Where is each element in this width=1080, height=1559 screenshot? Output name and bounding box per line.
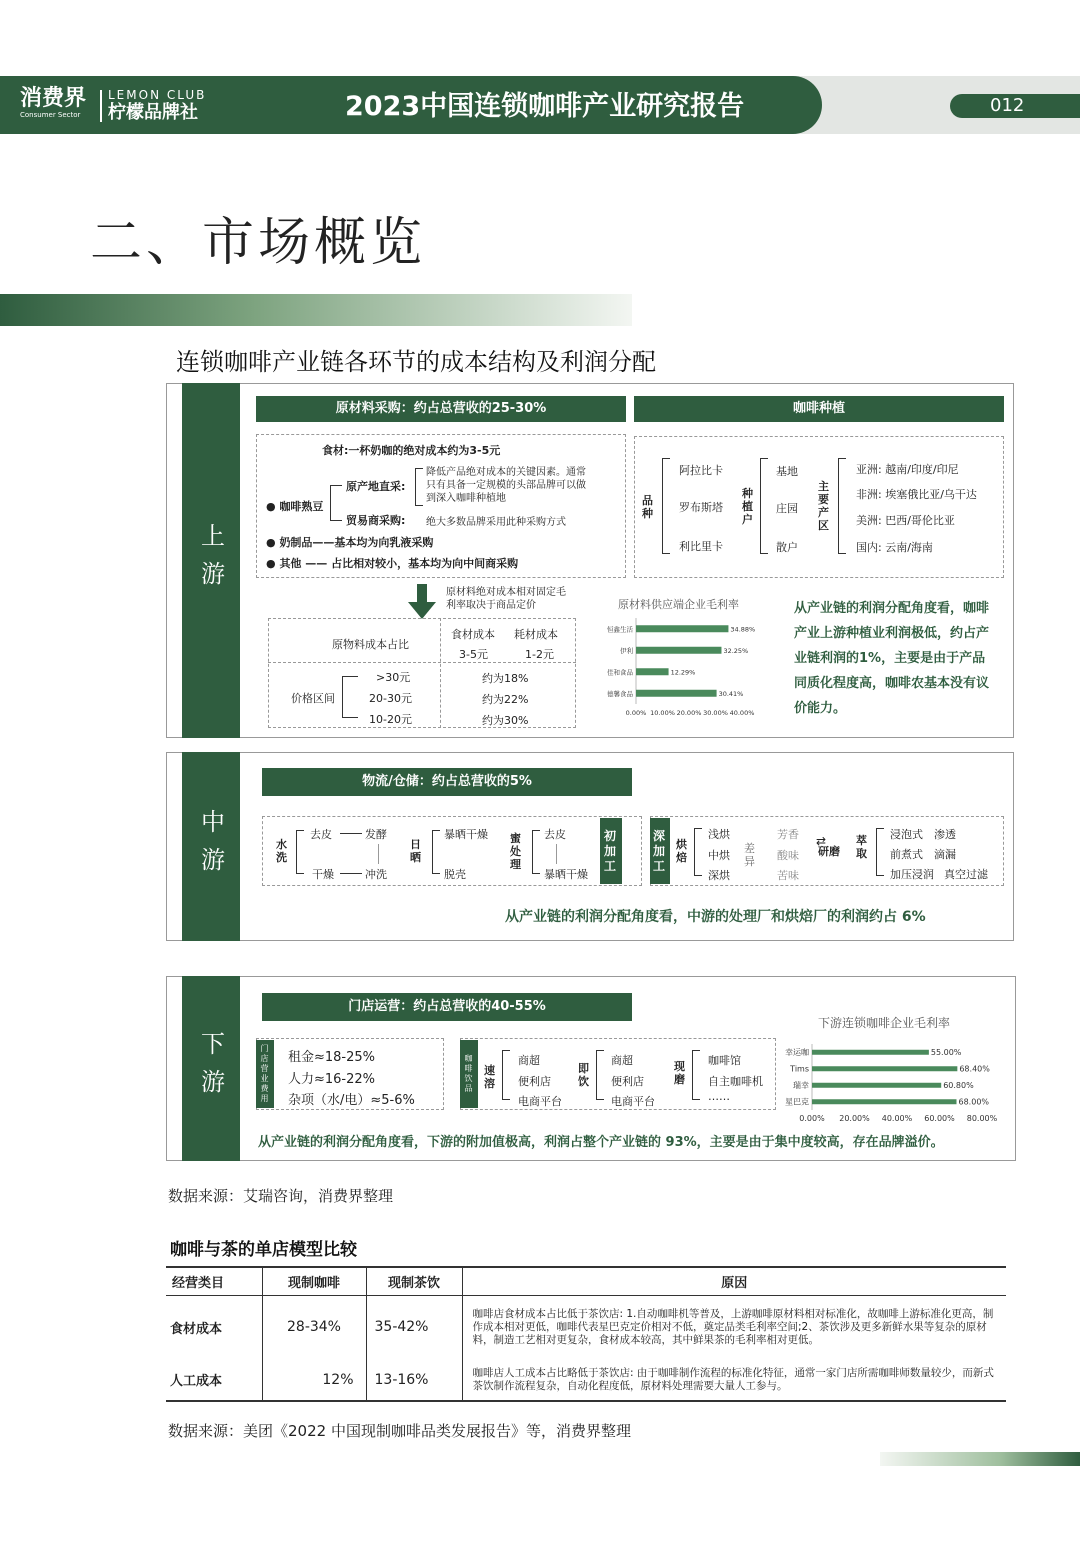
other-bullet: ● 其他 —— 占比相对较小，基本均为向中间商采购 [266,557,519,570]
grower-label: 种植户 [742,487,753,526]
logo-subtext: Consumer Sector [20,111,81,119]
downstream-side-label [182,976,240,1161]
chart-bar [636,690,717,697]
chart-value-label: 68.00% [958,1097,990,1107]
chart-bar [812,1050,929,1055]
fresh-ch-2: 自主咖啡机 [708,1075,763,1088]
dairy-bullet: ● 奶制品——基本均为向乳液采购 [266,536,434,549]
col-tea: 现制茶饮 [366,1267,462,1295]
fee-1: 租金≈18-25% [288,1050,376,1065]
chart-value-label: 30.41% [718,689,744,698]
direct-bracket [415,468,423,506]
beans-bullet: ● 咖啡熟豆 [266,500,324,513]
instant-ch-2: 便利店 [518,1075,551,1088]
fee-3: 杂项（水/电）≈5-6% [288,1093,415,1108]
variety-2: 罗布斯塔 [679,501,723,514]
cost-row-head: 原物料成本占比 [332,638,409,651]
roast-label: 烘焙 [676,838,687,864]
deep-tag [650,818,670,884]
upstream-chart-title: 原材料供应端企业毛利率 [618,598,739,611]
row-reason: 咖啡店食材成本占比低于茶饮店: 1.自动咖啡机等普及，上游咖啡原材料相对标准化，故咖啡上游标准化更高，制作成本相对更低，咖啡代表星巴克定价相对不低，奠定品类毛利率空间;2、茶饮涉及更多新鲜水果等复杂的原材料，制造工艺相对更复杂，食材成本较高，其中鲜果茶的毛利率相对更低。 [472,1307,994,1346]
downstream-margin-chart [780,1040,1002,1124]
cost-table-vline [440,618,441,728]
beans-bracket [330,485,342,521]
upstream-side-label [182,383,240,738]
section-title: 二、市场概览 [90,213,427,273]
compare-title: 咖啡与茶的单店模型比较 [170,1240,357,1260]
wash-bracket [296,830,304,874]
price-ratio-2: 约为22% [482,693,529,706]
drink-tag [460,1040,478,1108]
logo-text: 消费界 [20,85,87,111]
method-3: 前煮式 [890,848,923,861]
midstream-profit-text: 从产业链的利润分配角度看，中游的处理厂和烘焙厂的利润约占 6% [505,909,926,925]
report-title: 2023中国连锁咖啡产业研究报告 [345,91,745,122]
method-4: 滴漏 [934,848,956,861]
price-ratio-1: 约为18% [482,672,529,685]
chart-category-label: 伊利 [620,646,633,655]
chart-bar [636,625,728,632]
instant-ch-3: 电商平台 [518,1095,562,1108]
chart-tick-label: 20.00% [839,1114,870,1123]
beans-label: 咖啡熟豆 [279,500,324,513]
midstream-side-label [182,752,240,941]
ferment-vline [378,844,379,864]
sun-label: 日晒 [410,838,421,864]
peel-1: 去皮 [310,828,332,841]
downstream-label: 下游 [196,1030,225,1107]
downstream-header: 门店运营：约占总营收的40-55% [262,993,632,1021]
dry-1: 干燥 [312,868,334,881]
source-note-2: 数据来源：美团《2022 中国现制咖啡品类发展报告》等，消费界整理 [168,1422,631,1440]
upstream-right-header: 咖啡种植 [634,396,1004,422]
table-row [166,1295,1006,1359]
upstream-label: 上游 [196,522,225,599]
rtd-ch-3: 电商平台 [611,1095,655,1108]
fresh-ch-1: 咖啡馆 [708,1054,741,1067]
direct-text: 降低产品绝对成本的关键因素。通常只有具备一定规模的头部品牌可以做到深入咖啡种植地 [426,467,586,504]
diff-label: 差异 [744,842,755,868]
flavor-1: 芳香 [777,828,799,841]
rtd-label: 即饮 [578,1062,589,1088]
grower-bracket [760,458,768,554]
instant-label: 速溶 [484,1064,495,1090]
downstream-chart-title: 下游连锁咖啡企业毛利率 [818,1016,951,1030]
chart-tick-label: 10.00% [650,709,675,717]
region-4: 国内: 云南/海南 [856,541,933,554]
instant-bracket [502,1050,510,1100]
variety-label: 品种 [642,494,653,520]
downstream-profit-text: 从产业链的利润分配角度看，下游的附加值极高，利润占整个产业链的 93%，主要是由于集中度较高，存在品牌溢价。 [258,1135,944,1150]
drink-label: 咖啡饮品 [464,1054,473,1093]
region-2: 非洲: 埃塞俄比亚/乌干达 [856,488,977,501]
price-label: 价格区间 [291,692,335,705]
section-gradient-bar [0,294,632,326]
variety-3: 利比里卡 [679,540,723,553]
row-category: 人工成本 [166,1359,262,1401]
col-reason: 原因 [721,1275,748,1291]
row-coffee: 12% [262,1359,366,1401]
sundry-1: 暴晒干燥 [444,828,488,841]
chart-value-label: 32.25% [723,646,749,655]
grower-1: 基地 [776,465,798,478]
fee-label: 门店营业费用 [260,1044,269,1103]
chart-tick-label: 40.00% [881,1114,913,1123]
honey-bracket [532,830,540,874]
logo-divider [100,90,102,122]
price-bracket [342,676,358,718]
dry-arrow [340,873,362,874]
rtd-ch-2: 便利店 [611,1075,644,1088]
chart-bar [812,1083,941,1088]
chart-category-label: 瑞幸 [793,1080,809,1090]
cost-table-hline [268,662,576,663]
chart-tick-label: 60.00% [924,1114,955,1123]
chart-value-label: 55.00% [930,1047,962,1057]
chart-tick-label: 80.00% [966,1114,998,1123]
grind-label: 研磨 [818,845,840,858]
method-1: 浸泡式 [890,828,923,841]
cost-col1-val: 3-5元 [459,648,488,661]
instant-ch-1: 商超 [518,1054,540,1067]
trade-label: 贸易商采购: [346,514,406,527]
roast-level-2: 中烘 [708,849,730,862]
ferment: 发酵 [365,828,387,841]
col-coffee: 现制咖啡 [262,1267,366,1295]
chart-bar [812,1099,957,1104]
region-3: 美洲: 巴西/哥伦比亚 [856,514,955,527]
sun-bracket [432,830,440,874]
page-number: 012 [990,95,1025,116]
rinse: 冲洗 [365,868,387,881]
row-category: 食材成本 [166,1295,262,1359]
grind-arrow-icon: ⇄ [816,834,827,848]
price-range-1: >30元 [376,671,411,684]
chart-bar [636,668,669,675]
roast-level-1: 浅烘 [708,828,730,841]
wash-label: 水洗 [276,838,287,864]
peel2-vline [556,844,557,864]
extract-bracket [876,828,884,876]
compare-table [166,1266,1006,1402]
other-label: 其他 [279,557,302,570]
rtd-bracket [596,1050,604,1100]
cost-col2-val: 1-2元 [525,648,554,661]
flavor-2: 酸味 [777,849,799,862]
row-tea: 35-42% [366,1295,462,1359]
dairy-text: 奶制品——基本均为向乳液采购 [279,536,434,549]
variety-1: 阿拉比卡 [679,464,723,477]
chart-tick-label: 30.00% [703,709,728,717]
primary-tag [600,818,622,884]
roast-bracket [694,828,702,876]
method-6: 真空过滤 [944,868,988,881]
extract-label: 萃取 [856,834,867,860]
upstream-profit-text: 从产业链的利润分配角度看，咖啡产业上游种植业利润极低，约占产业链利润的1%，主要是由于产品同质化程度高，咖啡农基本没有议价能力。 [794,601,990,716]
variety-bracket [662,458,670,554]
region-1: 亚洲: 越南/印度/印尼 [856,463,959,476]
direct-label: 原产地直采: [346,480,406,493]
fresh-label: 现磨 [674,1060,685,1086]
chart-bar [812,1066,957,1071]
row-coffee: 28-34% [262,1295,366,1359]
dehull: 脱壳 [444,868,466,881]
midstream-header: 物流/仓储：约占总营收的5% [262,768,632,796]
fee-2: 人力≈16-22% [288,1072,376,1087]
upstream-margin-chart [598,614,768,718]
source-note-1: 数据来源：艾瑞咨询，消费界整理 [168,1187,394,1205]
price-range-2: 20-30元 [369,692,412,705]
sundry-2: 暴晒干燥 [544,868,588,881]
chart-tick-label: 20.00% [676,709,702,717]
fresh-ch-3: …… [708,1090,730,1103]
chart-category-label: 佳和食品 [607,668,633,677]
chart-category-label: 恒鑫生活 [607,625,633,634]
price-ratio-3: 约为30% [482,714,529,727]
footer-gradient-bar [880,1452,1080,1466]
midstream-label: 中游 [196,808,225,885]
chart-category-label: Tims [790,1064,809,1074]
arrow-note: 原材料绝对成本相对固定毛利率取决于商品定价 [446,587,566,611]
region-bracket [838,458,846,554]
primary-label: 初加工 [604,828,617,873]
chart-bar [636,647,721,654]
diagram-title: 连锁咖啡产业链各环节的成本结构及利润分配 [176,348,656,376]
cost-col1: 食材成本 [451,628,495,641]
upstream-left-header: 原材料采购：约占总营收的25-30% [256,396,626,422]
chart-category-label: 星巴克 [785,1097,809,1107]
method-5: 加压浸润 [890,868,934,881]
trade-text: 绝大多数品牌采用此种采购方式 [426,517,566,528]
chart-value-label: 12.29% [670,668,696,677]
method-2: 渗透 [934,828,956,841]
row-tea: 13-16% [366,1359,462,1401]
honey-label: 蜜处理 [510,832,521,871]
flavor-3: 苦味 [777,869,799,882]
chart-tick-label: 40.00% [729,709,755,717]
chart-value-label: 34.88% [730,625,756,634]
region-label: 主要产区 [818,480,829,532]
club-en: LEMON CLUB [108,88,207,102]
chart-tick-label: 0.00% [625,709,647,717]
grower-2: 庄园 [776,502,798,515]
chart-tick-label: 0.00% [799,1114,825,1123]
price-range-3: 10-20元 [369,713,412,726]
chart-value-label: 60.80% [943,1080,974,1090]
fee-tag [256,1040,274,1108]
fresh-bracket [692,1050,700,1100]
deep-label: 深加工 [653,828,666,873]
chart-value-label: 68.40% [959,1064,990,1074]
table-row [166,1359,1006,1401]
peel-2: 去皮 [544,828,566,841]
logo [20,86,100,126]
club-logo [108,88,206,124]
row-reason: 咖啡店人工成本占比略低于茶饮店: 由于咖啡制作流程的标准化特征，通常一家门店所需咖啡师数量较少，而新式茶饮制作流程复杂，自动化程度低，原材料处理需要大量人工参与。 [472,1366,994,1392]
chart-category-label: 德馨食品 [607,689,633,698]
club-cn: 柠檬品牌社 [108,102,198,123]
col-category: 经营类目 [166,1267,262,1295]
roast-level-3: 深烘 [708,869,730,882]
food-cost-note: 食材:一杯奶咖的绝对成本约为3-5元 [322,444,501,457]
peel-arrow-1 [340,833,362,834]
grower-3: 散户 [776,541,798,554]
cost-col2: 耗材成本 [514,628,558,641]
chart-category-label: 幸运咖 [785,1047,809,1057]
rtd-ch-1: 商超 [611,1054,633,1067]
other-text: 占比相对较小，基本均为向中间商采购 [331,557,519,570]
